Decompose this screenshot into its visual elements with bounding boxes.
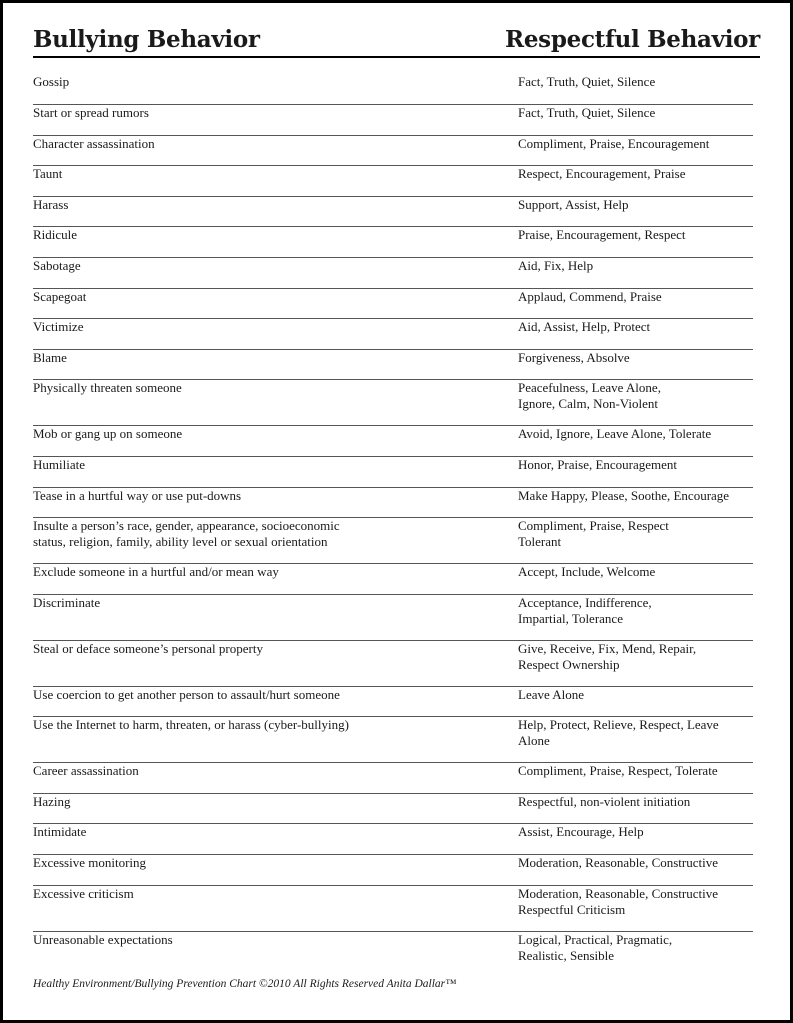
copyright-footer: Healthy Environment/Bullying Prevention Chart ©2010 All Rights Reserved Anita Dallar™ — [33, 978, 457, 990]
respectful-behavior-cell: Support, Assist, Help — [518, 197, 629, 212]
respectful-behavior-cell: Respectful, non-violent initiation — [518, 794, 691, 809]
bullying-behavior-cell: Victimize — [33, 319, 84, 334]
chart-header — [33, 26, 760, 58]
bullying-behavior-cell: Harass — [33, 197, 69, 212]
table-row — [33, 824, 753, 855]
table-row — [33, 258, 753, 289]
bullying-behavior-cell: Mob or gang up on someone — [33, 426, 183, 441]
respectful-behavior-cell: Acceptance, Indifference, Impartial, Tolerance — [518, 595, 652, 626]
bullying-behavior-cell: Taunt — [33, 166, 63, 181]
respectful-behavior-cell: Moderation, Reasonable, Constructive Respectful Criticism — [518, 886, 719, 917]
respectful-behavior-cell: Compliment, Praise, Respect Tolerant — [518, 518, 669, 549]
table-row — [33, 350, 753, 380]
bullying-behavior-cell: Exclude someone in a hurtful and/or mean way — [33, 564, 279, 579]
bullying-behavior-cell: Insulte a person’s race, gender, appearance, socioeconomic status, religion, family, ability level or sexual orientation — [33, 518, 340, 549]
table-row — [33, 227, 753, 258]
table-row — [33, 687, 753, 717]
table-row — [33, 855, 753, 886]
respectful-behavior-cell: Moderation, Reasonable, Constructive — [518, 855, 719, 870]
bullying-behavior-cell: Unreasonable expectations — [33, 932, 173, 947]
respectful-behavior-cell: Give, Receive, Fix, Mend, Repair, Respect Ownership — [518, 641, 697, 672]
respectful-behavior-cell: Compliment, Praise, Encouragement — [518, 136, 710, 151]
bullying-behavior-cell: Discriminate — [33, 595, 101, 610]
respectful-behavior-cell: Honor, Praise, Encouragement — [518, 457, 678, 472]
respectful-behavior-cell: Respect, Encouragement, Praise — [518, 166, 686, 181]
respectful-behavior-cell: Avoid, Ignore, Leave Alone, Tolerate — [518, 426, 712, 441]
respectful-behavior-cell: Applaud, Commend, Praise — [518, 289, 662, 304]
table-row — [33, 457, 753, 488]
bullying-behavior-cell: Start or spread rumors — [33, 105, 149, 120]
bullying-behavior-cell: Hazing — [33, 794, 71, 809]
table-row — [33, 166, 753, 197]
respectful-behavior-cell: Aid, Fix, Help — [518, 258, 594, 273]
respectful-behavior-cell: Fact, Truth, Quiet, Silence — [518, 74, 656, 89]
table-row — [33, 763, 753, 794]
bullying-behavior-cell: Blame — [33, 350, 67, 365]
bullying-behavior-cell: Tease in a hurtful way or use put-downs — [33, 488, 242, 503]
respectful-behavior-cell: Make Happy, Please, Soothe, Encourage — [518, 488, 730, 503]
bullying-behavior-cell: Physically threaten someone — [33, 380, 182, 395]
respectful-behavior-cell: Leave Alone — [518, 687, 585, 702]
respectful-behavior-cell: Help, Protect, Relieve, Respect, Leave Alone — [518, 717, 719, 748]
table-row — [33, 488, 753, 518]
bullying-behavior-cell: Intimidate — [33, 824, 87, 839]
respectful-behavior-cell: Logical, Practical, Pragmatic, Realistic, Sensible — [518, 932, 673, 963]
table-row — [33, 319, 753, 350]
bullying-column-title: Bullying Behavior — [33, 26, 260, 53]
table-row — [33, 564, 753, 595]
respectful-behavior-cell: Fact, Truth, Quiet, Silence — [518, 105, 656, 120]
table-row — [33, 380, 753, 426]
respectful-behavior-cell: Peacefulness, Leave Alone, Ignore, Calm, Non-Violent — [518, 380, 661, 411]
respectful-behavior-cell: Aid, Assist, Help, Protect — [518, 319, 651, 334]
bullying-behavior-cell: Ridicule — [33, 227, 78, 242]
respectful-behavior-cell: Accept, Include, Welcome — [518, 564, 656, 579]
respectful-behavior-cell: Praise, Encouragement, Respect — [518, 227, 686, 242]
table-row — [33, 595, 753, 641]
respectful-behavior-cell: Assist, Encourage, Help — [518, 824, 644, 839]
bullying-behavior-cell: Steal or deface someone’s personal property — [33, 641, 263, 656]
bullying-behavior-cell: Use coercion to get another person to assault/hurt someone — [33, 687, 340, 702]
bullying-behavior-cell: Humiliate — [33, 457, 85, 472]
bullying-behavior-cell: Career assassination — [33, 763, 139, 778]
bullying-behavior-cell: Sabotage — [33, 258, 81, 273]
table-row — [33, 289, 753, 319]
table-row — [33, 105, 753, 136]
table-row — [33, 426, 753, 457]
table-row — [33, 197, 753, 227]
respectful-behavior-cell: Compliment, Praise, Respect, Tolerate — [518, 763, 718, 778]
table-row — [33, 932, 753, 972]
bullying-behavior-cell: Character assassination — [33, 136, 155, 151]
table-row — [33, 717, 753, 763]
bullying-behavior-cell: Gossip — [33, 74, 70, 89]
table-row — [33, 886, 753, 932]
table-row — [33, 136, 753, 166]
bullying-behavior-cell: Scapegoat — [33, 289, 87, 304]
table-row — [33, 794, 753, 824]
table-row — [33, 74, 753, 105]
table-row — [33, 518, 753, 564]
bullying-behavior-cell: Excessive monitoring — [33, 855, 147, 870]
bullying-behavior-cell: Excessive criticism — [33, 886, 134, 901]
table-row — [33, 641, 753, 687]
respectful-column-title: Respectful Behavior — [505, 26, 760, 53]
bullying-behavior-cell: Use the Internet to harm, threaten, or harass (cyber-bullying) — [33, 717, 349, 732]
respectful-behavior-cell: Forgiveness, Absolve — [518, 350, 630, 365]
